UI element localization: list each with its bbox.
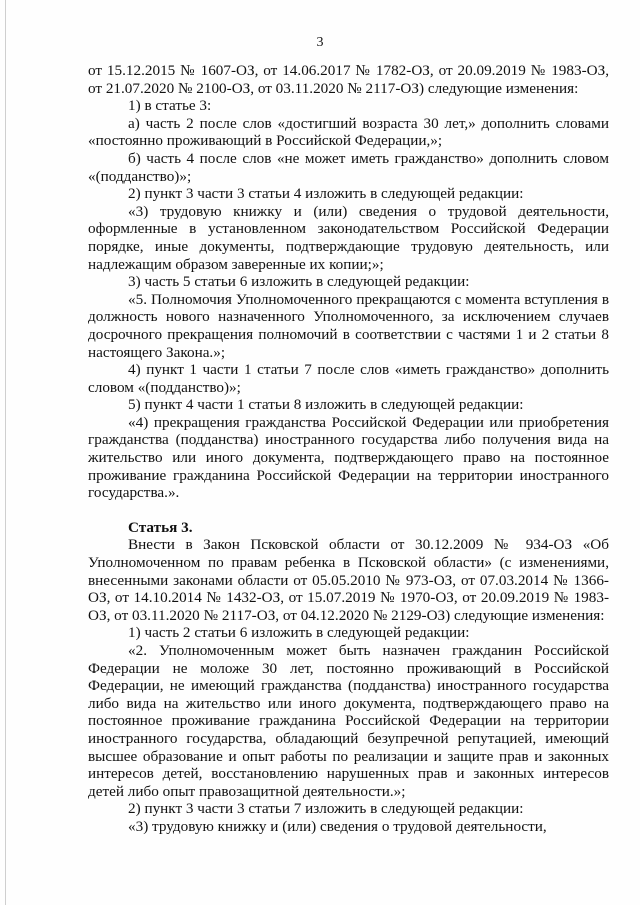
paragraph-item-1b: б) часть 4 после слов «не может иметь гражданство» дополнить словом «(подданство)»; (88, 149, 609, 185)
paragraph-item-1: 1) в статье 3: (128, 97, 212, 115)
paragraph-item-3: 3) часть 5 статьи 6 изложить в следующей редакции: (128, 273, 470, 291)
paragraph-article-3-intro: Внести в Закон Псковской области от 30.12.2009 № 934-ОЗ «Об Уполномоченном по правам ребенка в Псковской области» (с изменениями, внесенными законами области от 05.05.2010 № 973-ОЗ, от 07.03.2014 № 1366-ОЗ, от 14.10.2014 № 1432-ОЗ, от 15.07.2019 № 1970-ОЗ, от 20.09.2019 № 1983-ОЗ, от 03.11.2020 № 2117-ОЗ, от 04.12.2020 № 2129-ОЗ) следующие изменения: (88, 536, 609, 624)
article-3-heading: Статья 3. (128, 518, 193, 536)
paragraph-item-1a: а) часть 2 после слов «достигший возраста 30 лет,» дополнить словами «постоянно проживающий в Российской Федерации,»; (88, 114, 609, 150)
paragraph-quote-item-5: «4) прекращения гражданства Российской Федерации или приобретения гражданства (подданства) иностранного государства либо получения вида на жительство или иного документа, подтверждающего право на постоянное проживание гражданина Российской Федерации на территории иностранного государства.». (88, 413, 609, 502)
page-number: 3 (316, 35, 324, 50)
paragraph-article-3-quote-1: «2. Уполномоченным может быть назначен гражданин Российской Федерации не моложе 30 лет, постоянно проживающий в Российской Федерации, не имеющий гражданства (подданства) иностранного государства либо вида на жительство или иного документа, подтверждающего право на постоянное проживание гражданина Российской Федерации на территории иностранного государства, обладающий безупречной репутацией, имеющий высшее образование и опыт работы по реализации и защите прав и законных интересов детей, восстановлению нарушенных прав и законных интересов детей либо опыт правозащитной деятельности.»; (88, 642, 609, 800)
scan-edge-line (5, 0, 6, 905)
paragraph-intro-continuation: от 15.12.2015 № 1607-ОЗ, от 14.06.2017 № 1782-ОЗ, от 20.09.2019 № 1983-ОЗ, от 21.07.2020 № 2100-ОЗ, от 03.11.2020 № 2117-ОЗ) следующие изменения: (88, 62, 609, 97)
document-body (88, 62, 609, 836)
paragraph-article-3-item-2: 2) пункт 3 части 3 статьи 7 изложить в следующей редакции: (128, 800, 524, 818)
paragraph-article-3-item-1: 1) часть 2 статьи 6 изложить в следующей редакции: (128, 624, 470, 642)
paragraph-item-4: 4) пункт 1 части 1 статьи 7 после слов «иметь гражданство» дополнить словом «(подданство)»; (88, 361, 609, 396)
paragraph-quote-item-2: «3) трудовую книжку и (или) сведения о трудовой деятельности, оформленные в установленном законодательством Российской Федерации порядке, иные документы, подтверждающие трудовую деятельность, или надлежащим образом заверенные их копии;»; (88, 202, 609, 273)
paragraph-item-2: 2) пункт 3 части 3 статьи 4 изложить в следующей редакции: (128, 185, 524, 203)
paragraph-item-5: 5) пункт 4 части 1 статьи 8 изложить в следующей редакции: (128, 396, 524, 414)
paragraph-quote-item-3: «5. Полномочия Уполномоченного прекращаются с момента вступления в должность нового назначенного Уполномоченного, за исключением случаев досрочного прекращения полномочий в соответствии с частями 1 и 2 статьи 8 настоящего Закона.»; (88, 290, 609, 361)
paragraph-article-3-quote-2: «3) трудовую книжку и (или) сведения о трудовой деятельности, (128, 817, 547, 835)
